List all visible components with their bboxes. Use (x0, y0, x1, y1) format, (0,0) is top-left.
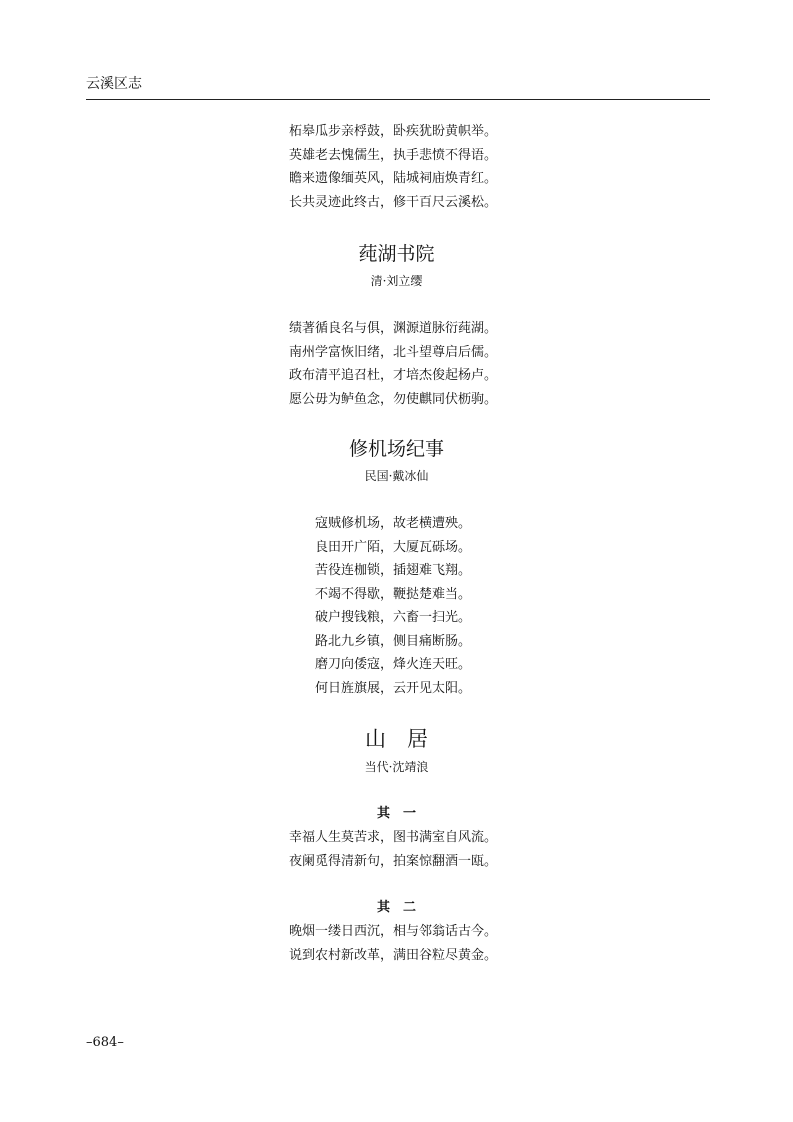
verse-line: 寇贼修机场，故老横遭殃。 (315, 516, 472, 531)
poem-body (315, 512, 471, 700)
poem-part-label: 其 二 (376, 900, 416, 915)
verse-line: 夜阑觅得清新句，拍案惊翻酒一瓯。 (289, 853, 498, 869)
verse-line: 路北九乡镇，侧目痛断肠。 (315, 633, 472, 649)
verse-line: 不竭不得歇，鞭挞楚难当。 (315, 586, 472, 602)
verse-line: 柘皋瓜步亲桴鼓，卧疾犹盼黄帜举。 (289, 124, 498, 139)
poem-title: 山 居 (365, 727, 428, 751)
verse-line: 良田开广陌，大厦瓦砾场。 (315, 539, 472, 555)
running-header: 云溪区志 (86, 76, 142, 92)
verse-line: 瞻来遗像缅英风，陆城祠庙焕青红。 (289, 171, 498, 186)
verse-line: 绩著循良名与俱，渊源道脉衍莼湖。 (289, 321, 498, 336)
poem-title: 莼湖书院 (358, 243, 435, 265)
verse-line: 长共灵迹此终古，修干百尺云溪松。 (289, 194, 498, 210)
verse-line: 磨刀向倭寇，烽火连天旺。 (315, 657, 472, 672)
verse-line: 幸福人生莫苦求，图书满室自风流。 (289, 830, 498, 845)
verse-line: 苦役连枷锁，插翅难飞翔。 (315, 563, 472, 578)
verse-line: 晚烟一缕日西沉，相与邻翁话古今。 (289, 924, 498, 939)
poem-part-label: 其 一 (376, 806, 416, 821)
verse-line: 何日旌旗展，云开见太阳。 (315, 680, 472, 696)
poem-body (289, 826, 497, 873)
verse-line: 愿公毋为鲈鱼念，勿使麒同伏枥驹。 (289, 391, 498, 407)
verse-line: 南州学富恢旧绪，北斗望尊启后儒。 (289, 344, 498, 360)
poem-body (289, 317, 497, 411)
poem-author: 民国·戴冰仙 (364, 469, 429, 483)
page-number: –684– (86, 1035, 124, 1050)
poem-author: 清·刘立缨 (370, 274, 423, 288)
header-rule (86, 99, 710, 100)
verse-line: 政布清平追召杜，才培杰俊起杨卢。 (289, 368, 498, 383)
poem-body (289, 920, 497, 967)
poem-author: 当代·沈靖浪 (364, 760, 429, 774)
poem-title: 修机场纪事 (348, 438, 444, 460)
verse-line: 说到农村新改革，满田谷粒尽黄金。 (289, 947, 498, 963)
poem-continuation (289, 120, 497, 214)
verse-line: 破户搜钱粮，六畜一扫光。 (315, 610, 472, 625)
verse-line: 英雄老去愧儒生，执手悲愤不得语。 (289, 147, 498, 163)
